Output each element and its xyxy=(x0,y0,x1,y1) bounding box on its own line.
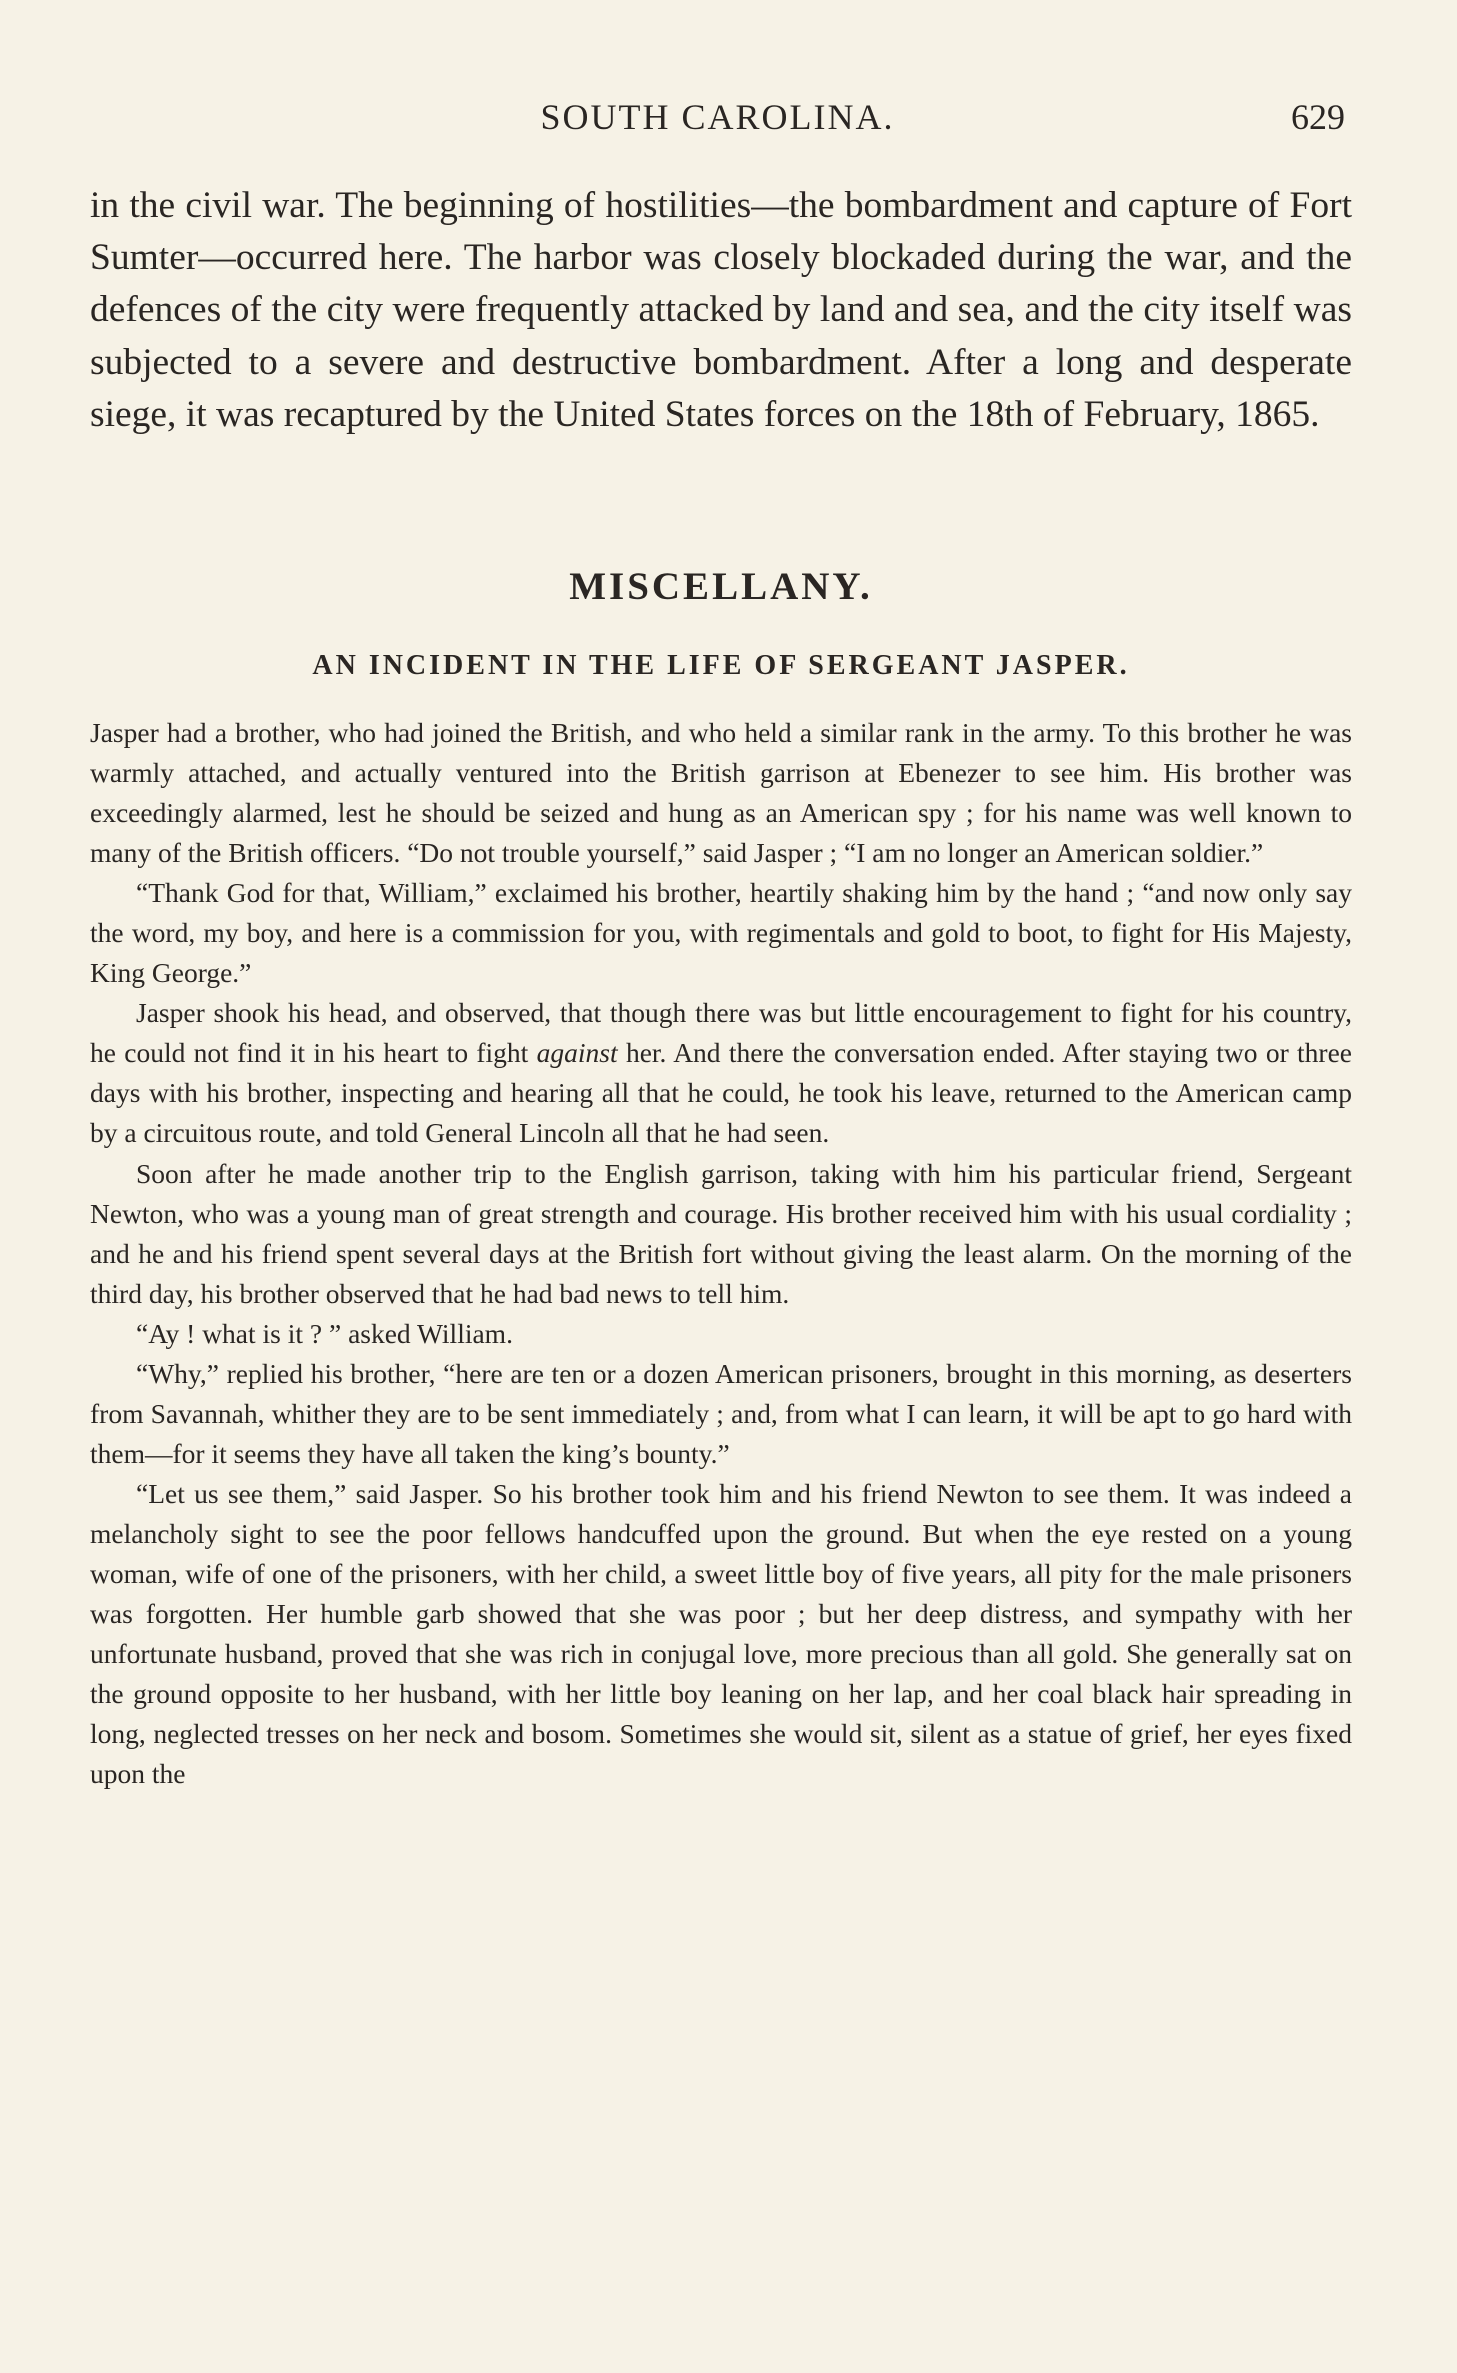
story-paragraph: “Why,” replied his brother, “here are ten or a dozen American prisoners, brought in this morning, as deserters from Savannah, whither they are to be sent immediately ; and, from what I can learn, it will be apt to go hard with them—for it seems they have all taken the king’s bounty.” xyxy=(90,1357,1352,1469)
story-paragraph xyxy=(90,993,1352,1153)
story-paragraph: “Ay ! what is it ? ” asked William. xyxy=(136,1317,513,1349)
story-paragraph: Jasper had a brother, who had joined the British, and who held a similar rank in the army. To this brother he was warmly attached, and actually ventured into the British garrison at Ebenezer to see him. His brother was exceedingly alarmed, lest he should be seized and hung as an American spy ; for his name was well known to many of the British officers. “Do not trouble yourself,” said Jasper ; “I am no longer an American soldier.” xyxy=(90,717,1352,869)
story-paragraph: Soon after he made another trip to the English garrison, taking with him his particular friend, Sergeant Newton, who was a young man of great strength and courage. His brother received him with his usual cordiality ; and he and his friend spent several days at the British fort without giving the least alarm. On the morning of the third day, his brother observed that he had bad news to tell him. xyxy=(90,1157,1352,1309)
story-paragraph: “Let us see them,” said Jasper. So his brother took him and his friend Newton to see them. It was indeed a melancholy sight to see the poor fellows handcuffed upon the ground. But when the eye rested on a young woman, wife of one of the prisoners, with her child, a sweet little boy of five years, all pity for the male prisoners was forgotten. Her humble garb showed that she was poor ; but her deep distress, and sympathy with her unfortunate husband, proved that she was rich in conjugal love, more precious than all gold. She generally sat on the ground opposite to her husband, with her little boy leaning on her lap, and her coal black hair spreading in long, neglected tresses on her neck and bosom. Sometimes she would sit, silent as a statue of grief, her eyes fixed upon the xyxy=(90,1477,1352,1790)
story-body xyxy=(90,713,1352,1794)
running-head xyxy=(90,92,1345,142)
italic-emphasis: against xyxy=(536,1037,618,1069)
story-text: her. And there the conversation ended. After staying two or three days with his brother, inspecting and hearing all that he could, he took his leave, returned to the American camp by a circuitous route, and told General Lincoln all that he had seen. xyxy=(90,1037,1352,1149)
story-title: AN INCIDENT IN THE LIFE OF SERGEANT JASPER. xyxy=(312,650,1130,681)
running-head-title: SOUTH CAROLINA. xyxy=(540,97,895,137)
story-text: Jasper shook his head, and observed, that though there was but little encouragement to fight for his country, he could not find it in his heart to fight xyxy=(90,997,1352,1069)
section-heading: MISCELLANY. xyxy=(569,565,873,608)
story-paragraph: “Thank God for that, William,” exclaimed his brother, heartily shaking him by the hand ; “and now only say the word, my boy, and here is a commission for you, with regimentals and gold to boot, to fight for His Majesty, King George.” xyxy=(90,877,1352,989)
intro-paragraph: in the civil war. The beginning of hostilities—the bombardment and capture of Fort Sumter—occurred here. The harbor was closely blockaded during the war, and the defences of the city were frequently attacked by land and sea, and the city itself was subjected to a severe and destructive bombardment. After a long and desperate siege, it was recaptured by the United States forces on the 18th of February, 1865. xyxy=(90,185,1352,435)
page-number: 629 xyxy=(1291,97,1345,137)
